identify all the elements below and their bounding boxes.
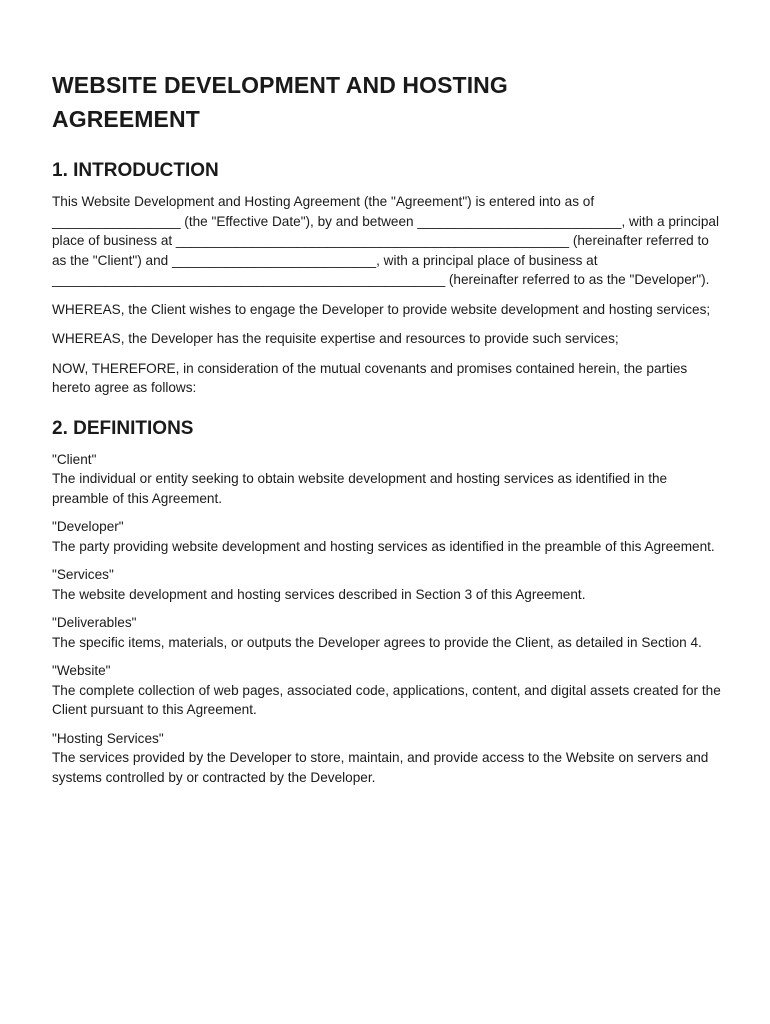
definition-text: The website development and hosting services described in Section 3 of this Agreement. <box>52 586 586 602</box>
definition-term: "Client" <box>52 451 97 467</box>
introduction-paragraph: This Website Development and Hosting Agreement (the "Agreement") is entered into as of _________________ (the "Effective Date"), by and between ___________________________, with a principal place of business at ____________________________________________________ (hereinafter referred to as the "Client") and ___________________________, with a principal place of business at ____________________________________________________ (hereinafter referred to as the "Developer"). <box>52 194 719 287</box>
definition-website <box>52 661 722 720</box>
now-therefore-paragraph: NOW, THEREFORE, in consideration of the mutual covenants and promises contained herein, the parties hereto agree as follows: <box>52 360 688 395</box>
document-title-line-1: WEBSITE DEVELOPMENT AND HOSTING <box>52 72 508 98</box>
definition-developer <box>52 517 722 556</box>
document-title-line-2: AGREEMENT <box>52 106 200 132</box>
definition-text: The individual or entity seeking to obtain website development and hosting services as identified in the preamble of this Agreement. <box>52 471 668 506</box>
definition-text: The services provided by the Developer to store, maintain, and provide access to the Website on servers and systems controlled by or contracted by the Developer. <box>52 750 709 785</box>
definitions-heading: 2. DEFINITIONS <box>52 417 194 439</box>
whereas-client-paragraph: WHEREAS, the Client wishes to engage the Developer to provide website development and hosting services; <box>52 301 711 317</box>
definition-text: The complete collection of web pages, associated code, applications, content, and digital assets created for the Client pursuant to this Agreement. <box>52 682 721 717</box>
document-title <box>52 68 722 136</box>
definitions-section <box>52 416 722 788</box>
definition-services <box>52 565 722 604</box>
definition-term: "Hosting Services" <box>52 730 164 746</box>
definition-term: "Developer" <box>52 519 124 534</box>
introduction-heading: 1. INTRODUCTION <box>52 160 219 181</box>
introduction-section <box>52 158 722 398</box>
definition-client <box>52 450 722 509</box>
definition-term: "Deliverables" <box>52 615 137 630</box>
whereas-developer-paragraph: WHEREAS, the Developer has the requisite expertise and resources to provide such services; <box>52 331 619 346</box>
definition-term: "Services" <box>52 567 114 582</box>
document-page <box>52 68 722 796</box>
definition-term: "Website" <box>52 663 111 678</box>
definition-text: The specific items, materials, or outputs the Developer agrees to provide the Client, as detailed in Section 4. <box>52 634 702 650</box>
definition-deliverables <box>52 613 722 652</box>
definition-text: The party providing website development and hosting services as identified in the preamble of this Agreement. <box>52 538 715 554</box>
definition-hosting-services <box>52 729 722 788</box>
